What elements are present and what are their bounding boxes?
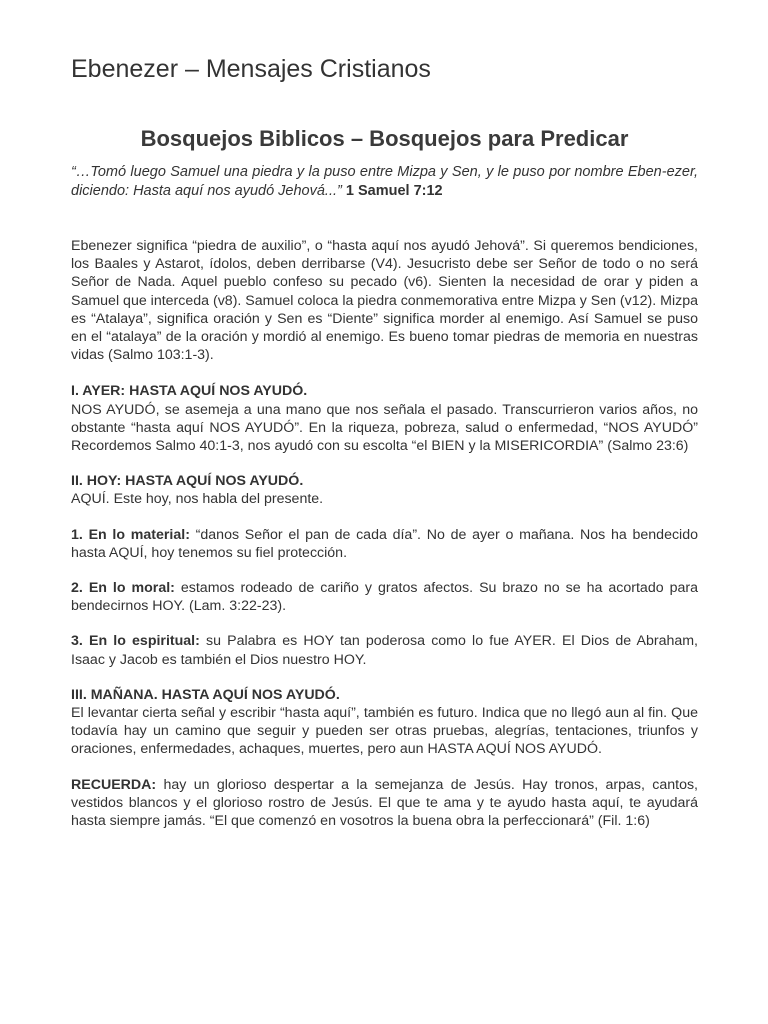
recuerda-paragraph: [71, 776, 698, 831]
site-title: Ebenezer – Mensajes Cristianos: [71, 55, 431, 83]
point-moral-text: estamos rodeado de cariño y gratos afectos. Su brazo no se ha acortado para bendecirnos HOY. (Lam. 3:22-23).: [71, 580, 698, 615]
intro-paragraph: Ebenezer significa “piedra de auxilio”, o “hasta aquí nos ayudó Jehová”. Si queremos bendiciones, los Baales y Astarot, ídolos, deben derribarse (V4). Jesucristo debe ser Señor de todo o no será Señor de Nada. Aquel pueblo confeso su pecado (v6). Sienten la necesidad de orar y piden a Samuel que interceda (v8). Samuel coloca la piedra conmemorativa entre Mizpa y Sen (v12). Mizpa es “Atalaya”, significa oración y Sen es “Diente” significa morder al enemigo. Así Samuel se puso en el “atalaya” de la oración y mordió al enemigo. Es bueno tomar piedras de memoria en nuestras vidas (Salmo 103:1-3).: [71, 238, 698, 364]
section-text-manana: El levantar cierta señal y escribir “hasta aquí”, también es futuro. Indica que no llegó aun al fin. Que todavía hay un camino que seguir y pueden ser otras pruebas, alegrías, tentaciones, triunfos y oraciones, enfermedades, achaques, muertes, pero aun HASTA AQUÍ NOS AYUDÓ.: [71, 705, 698, 758]
point-material-text: “danos Señor el pan de cada día”. No de ayer o mañana. Nos ha bendecido hasta AQUÍ, hoy tenemos su fiel protección.: [71, 526, 698, 561]
section-heading-manana: III. MAÑANA. HASTA AQUÍ NOS AYUDÓ.: [71, 686, 340, 703]
epigraph: [71, 163, 698, 201]
point-espiritual-text: su Palabra es HOY tan poderosa como lo fue AYER. El Dios de Abraham, Isaac y Jacob es también el Dios nuestro HOY.: [71, 633, 698, 668]
point-moral: [71, 579, 698, 615]
recuerda-text: hay un glorioso despertar a la semejanza de Jesús. Hay tronos, arpas, cantos, vestidos blancos y el glorioso rostro de Jesús. El que te ama y te ayudo hasta aquí, te ayudará hasta siempre jamás. “El que comenzó en vosotros la buena obra la perfeccionará” (Fil. 1:6): [71, 776, 698, 830]
point-espiritual: [71, 632, 698, 668]
point-moral-label: 2. En lo moral:: [71, 580, 175, 597]
section-heading-hoy: II. HOY: HASTA AQUÍ NOS AYUDÓ.: [71, 473, 304, 490]
epigraph-quote: “…Tomó luego Samuel una piedra y la puso entre Mizpa y Sen, y le puso por nombre Eben-ezer, diciendo: Hasta aquí nos ayudó Jehová...”: [71, 164, 698, 199]
page-title: Bosquejos Biblicos – Bosquejos para Predicar: [140, 126, 629, 151]
section-heading-ayer: I. AYER: HASTA AQUÍ NOS AYUDÓ.: [71, 383, 308, 400]
epigraph-reference: 1 Samuel 7:12: [345, 183, 443, 199]
sermon-body: [71, 237, 698, 830]
section-text-hoy: AQUÍ. Este hoy, nos habla del presente.: [71, 491, 324, 508]
point-material: [71, 526, 698, 562]
point-espiritual-label: 3. En lo espiritual:: [71, 633, 200, 650]
point-material-label: 1. En lo material:: [71, 526, 190, 543]
section-text-ayer: NOS AYUDÓ, se asemeja a una mano que nos señala el pasado. Transcurrieron varios años, no obstante “hasta aquí NOS AYUDÓ”. En la riqueza, pobreza, salud o enfermedad, “NOS AYUDÓ” Recordemos Salmo 40:1-3, nos ayudó con su escolta “el BIEN y la MISERICORDIA” (Salmo 23:6): [71, 401, 698, 455]
recuerda-label: RECUERDA:: [71, 776, 157, 793]
